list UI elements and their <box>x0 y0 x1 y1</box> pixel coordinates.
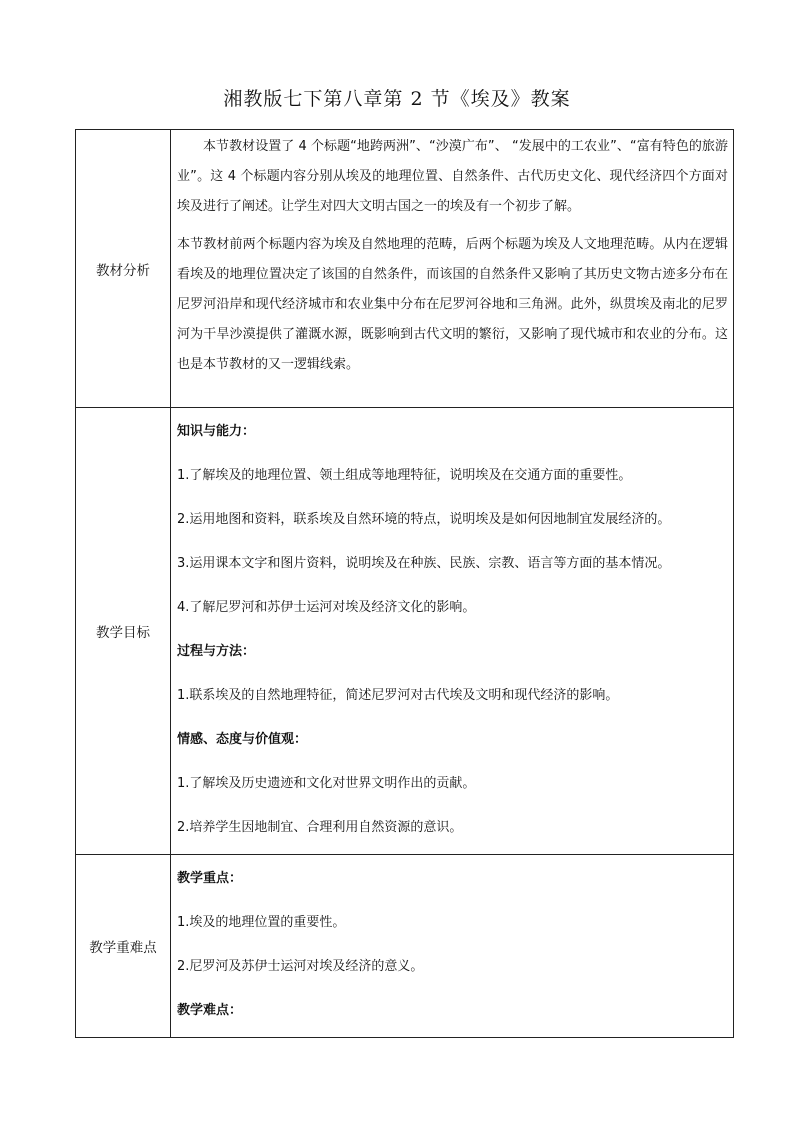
table-row-material-analysis <box>76 130 734 408</box>
lesson-plan-table <box>75 129 734 1038</box>
section-heading-key-points: 教学重点： <box>177 871 243 886</box>
section-heading-values: 情感、态度与价值观： <box>177 732 308 747</box>
key-point-item: 2.尼罗河及苏伊士运河对埃及经济的意义。 <box>177 959 424 974</box>
section-heading-knowledge: 知识与能力： <box>177 424 256 439</box>
page-title: 湘教版七下第八章第 2 节《埃及》教案 <box>223 88 571 110</box>
key-point-item: 1.埃及的地理位置的重要性。 <box>177 915 346 930</box>
objective-item: 4.了解尼罗河和苏伊士运河对埃及经济文化的影响。 <box>177 600 476 615</box>
row-label-teaching-objectives: 教学目标 <box>76 408 171 855</box>
material-analysis-paragraph-2: 本节教材前两个标题内容为埃及自然地理的范畴，后两个标题为埃及人文地理范畴。从内在逻辑看埃及的地理位置决定了该国的自然条件，而该国的自然条件又影响了其历史文物古迹多分布在尼罗河沿岸和现代经济城市和农业集中分布在尼罗河谷地和三角洲。此外，纵贯埃及南北的尼罗河为干旱沙漠提供了灌溉水源，既影响到古代文明的繁衍，又影响了现代城市和农业的分布。这也是本节教材的又一逻辑线索。 <box>177 237 728 372</box>
material-analysis-content <box>171 130 734 408</box>
row-label-key-difficult-points: 教学重难点 <box>76 855 171 1038</box>
objective-item: 2.培养学生因地制宜、合理利用自然资源的意识。 <box>177 820 463 835</box>
material-analysis-paragraph-1: 本节教材设置了 4 个标题“地跨两洲”、“沙漠广布”、 “发展中的工农业”、“富有特色的旅游业”。这 4 个标题内容分别从埃及的地理位置、自然条件、古代历史文化、现代经济四个方面对埃及进行了阐述。让学生对四大文明古国之一的埃及有一个初步了解。 <box>177 139 728 214</box>
table-row-teaching-objectives <box>76 408 734 855</box>
row-label-material-analysis: 教材分析 <box>76 130 171 408</box>
objective-item: 1.联系埃及的自然地理特征，简述尼罗河对古代埃及文明和现代经济的影响。 <box>177 688 619 703</box>
key-difficult-points-content <box>171 855 734 1038</box>
section-heading-process: 过程与方法： <box>177 644 256 659</box>
section-heading-difficult-points: 教学难点： <box>177 1003 243 1018</box>
teaching-objectives-content <box>171 408 734 855</box>
objective-item: 1.了解埃及的地理位置、领土组成等地理特征，说明埃及在交通方面的重要性。 <box>177 468 632 483</box>
objective-item: 2.运用地图和资料，联系埃及自然环境的特点，说明埃及是如何因地制宜发展经济的。 <box>177 512 671 527</box>
objective-item: 3.运用课本文字和图片资料，说明埃及在种族、民族、宗教、语言等方面的基本情况。 <box>177 556 671 571</box>
objective-item: 1.了解埃及历史遗迹和文化对世界文明作出的贡献。 <box>177 776 476 791</box>
table-row-key-difficult-points <box>76 855 734 1038</box>
